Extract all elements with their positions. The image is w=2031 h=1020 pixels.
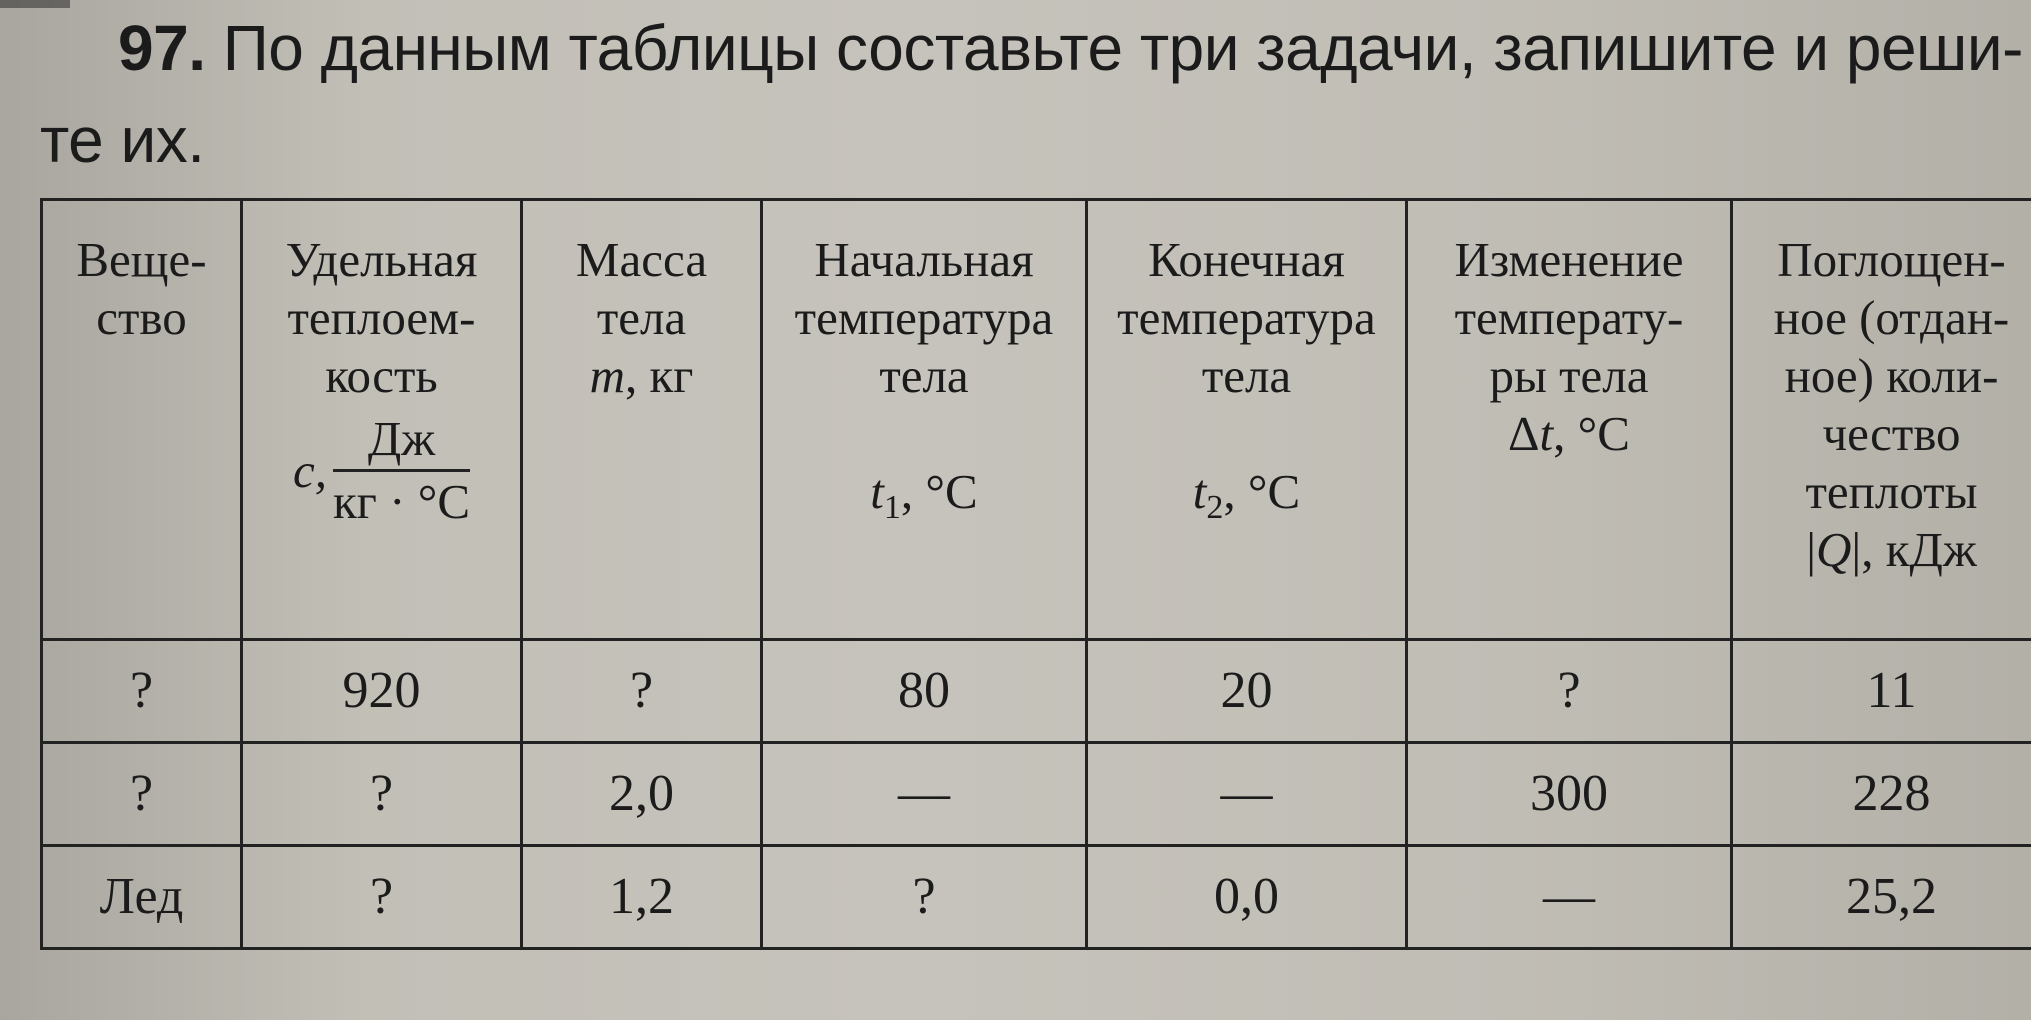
- header-heat-line: Поглощен-: [1777, 232, 2006, 287]
- header-specific-heat-line: кость: [325, 348, 438, 403]
- problem-text-line2: те их.: [40, 104, 205, 176]
- heat-unit: , кДж: [1861, 522, 1977, 577]
- problem-text-line1: По данным таблицы составьте три задачи, запишите и реши-: [222, 12, 2023, 84]
- table-row: [42, 846, 2031, 949]
- table-row: [42, 743, 2031, 846]
- initial-temp-subscript: 1: [883, 489, 901, 526]
- cell-substance: ?: [42, 743, 242, 846]
- header-final-temp-line: температура: [1117, 290, 1376, 345]
- delta-symbol: Δ: [1508, 406, 1540, 461]
- header-temp-change-line: температу-: [1454, 290, 1684, 345]
- cell-final-temp: 0,0: [1087, 846, 1407, 949]
- header-temp-change-unit: [1412, 405, 1726, 463]
- initial-temp-unit: , °C: [900, 464, 978, 519]
- temp-change-unit: , °C: [1553, 406, 1630, 461]
- header-heat: [1732, 200, 2031, 640]
- header-substance: [42, 200, 242, 640]
- mass-unit: , кг: [624, 348, 694, 403]
- header-final-temp-line: Конечная: [1148, 232, 1345, 287]
- abs-open: |: [1806, 522, 1816, 577]
- header-temp-change-line: Изменение: [1454, 232, 1684, 287]
- cell-final-temp: 20: [1087, 640, 1407, 743]
- table-row: [42, 640, 2031, 743]
- header-final-temp-line: тела: [1201, 348, 1292, 403]
- header-initial-temp-line: температура: [794, 290, 1054, 345]
- mass-symbol: m: [589, 348, 625, 403]
- header-mass-unit: [527, 347, 756, 405]
- final-temp-subscript: 2: [1206, 489, 1224, 526]
- problem-number: 97.: [118, 12, 206, 84]
- header-mass-line: тела: [596, 290, 687, 345]
- header-initial-temp-unit: [767, 463, 1081, 537]
- problem-statement: [118, 8, 2031, 88]
- header-substance-line: ство: [96, 290, 187, 345]
- header-mass-line: Масса: [575, 232, 708, 287]
- header-specific-heat-line: теплоем-: [287, 290, 476, 345]
- header-temp-change: [1407, 200, 1732, 640]
- table-header-row: [42, 200, 2031, 640]
- unit-denominator: кг · °C: [333, 474, 470, 529]
- final-temp-symbol: t: [1192, 464, 1207, 519]
- cell-temp-change: —: [1407, 846, 1732, 949]
- cell-substance: Лед: [42, 846, 242, 949]
- cell-temp-change: ?: [1407, 640, 1732, 743]
- cell-heat: 228: [1732, 743, 2031, 846]
- header-specific-heat-line: Удельная: [285, 232, 478, 287]
- header-heat-unit: [1737, 521, 2031, 579]
- cell-specific-heat: ?: [242, 743, 522, 846]
- cell-specific-heat: 920: [242, 640, 522, 743]
- cell-mass: ?: [522, 640, 762, 743]
- header-temp-change-line: ры тела: [1489, 348, 1649, 403]
- cell-heat: 11: [1732, 640, 2031, 743]
- header-heat-line: теплоты: [1805, 464, 1978, 519]
- unit-fraction: [333, 411, 470, 530]
- header-heat-line: ное) коли-: [1784, 348, 1999, 403]
- initial-temp-symbol: t: [870, 464, 884, 519]
- header-initial-temp-line: тела: [879, 348, 969, 403]
- specific-heat-symbol: c,: [293, 442, 327, 498]
- header-spacer: [767, 405, 1081, 463]
- cell-heat: 25,2: [1732, 846, 2031, 949]
- cell-substance: ?: [42, 640, 242, 743]
- header-final-temp-unit: [1092, 463, 1401, 537]
- specific-heat-unit: [293, 411, 470, 530]
- cell-mass: 2,0: [522, 743, 762, 846]
- heat-symbol: Q: [1816, 522, 1852, 577]
- header-specific-heat: [242, 200, 522, 640]
- header-initial-temp-line: Начальная: [814, 232, 1034, 287]
- cell-mass: 1,2: [522, 846, 762, 949]
- cell-specific-heat: ?: [242, 846, 522, 949]
- temp-change-symbol: t: [1539, 406, 1554, 461]
- header-substance-line: Веще-: [76, 232, 207, 287]
- unit-numerator: Дж: [333, 411, 470, 472]
- cell-initial-temp: 80: [762, 640, 1087, 743]
- header-heat-line: ное (отдан-: [1773, 290, 2010, 345]
- final-temp-unit: , °C: [1223, 464, 1301, 519]
- cell-initial-temp: ?: [762, 846, 1087, 949]
- cell-initial-temp: —: [762, 743, 1087, 846]
- header-final-temp: [1087, 200, 1407, 640]
- heat-data-table: [40, 198, 2031, 950]
- cell-final-temp: —: [1087, 743, 1407, 846]
- cell-temp-change: 300: [1407, 743, 1732, 846]
- header-initial-temp: [762, 200, 1087, 640]
- abs-close: |: [1851, 522, 1862, 577]
- header-spacer: [1092, 405, 1401, 463]
- header-heat-line: чество: [1822, 406, 1961, 461]
- page-edge-mark: [0, 0, 70, 8]
- header-mass: [522, 200, 762, 640]
